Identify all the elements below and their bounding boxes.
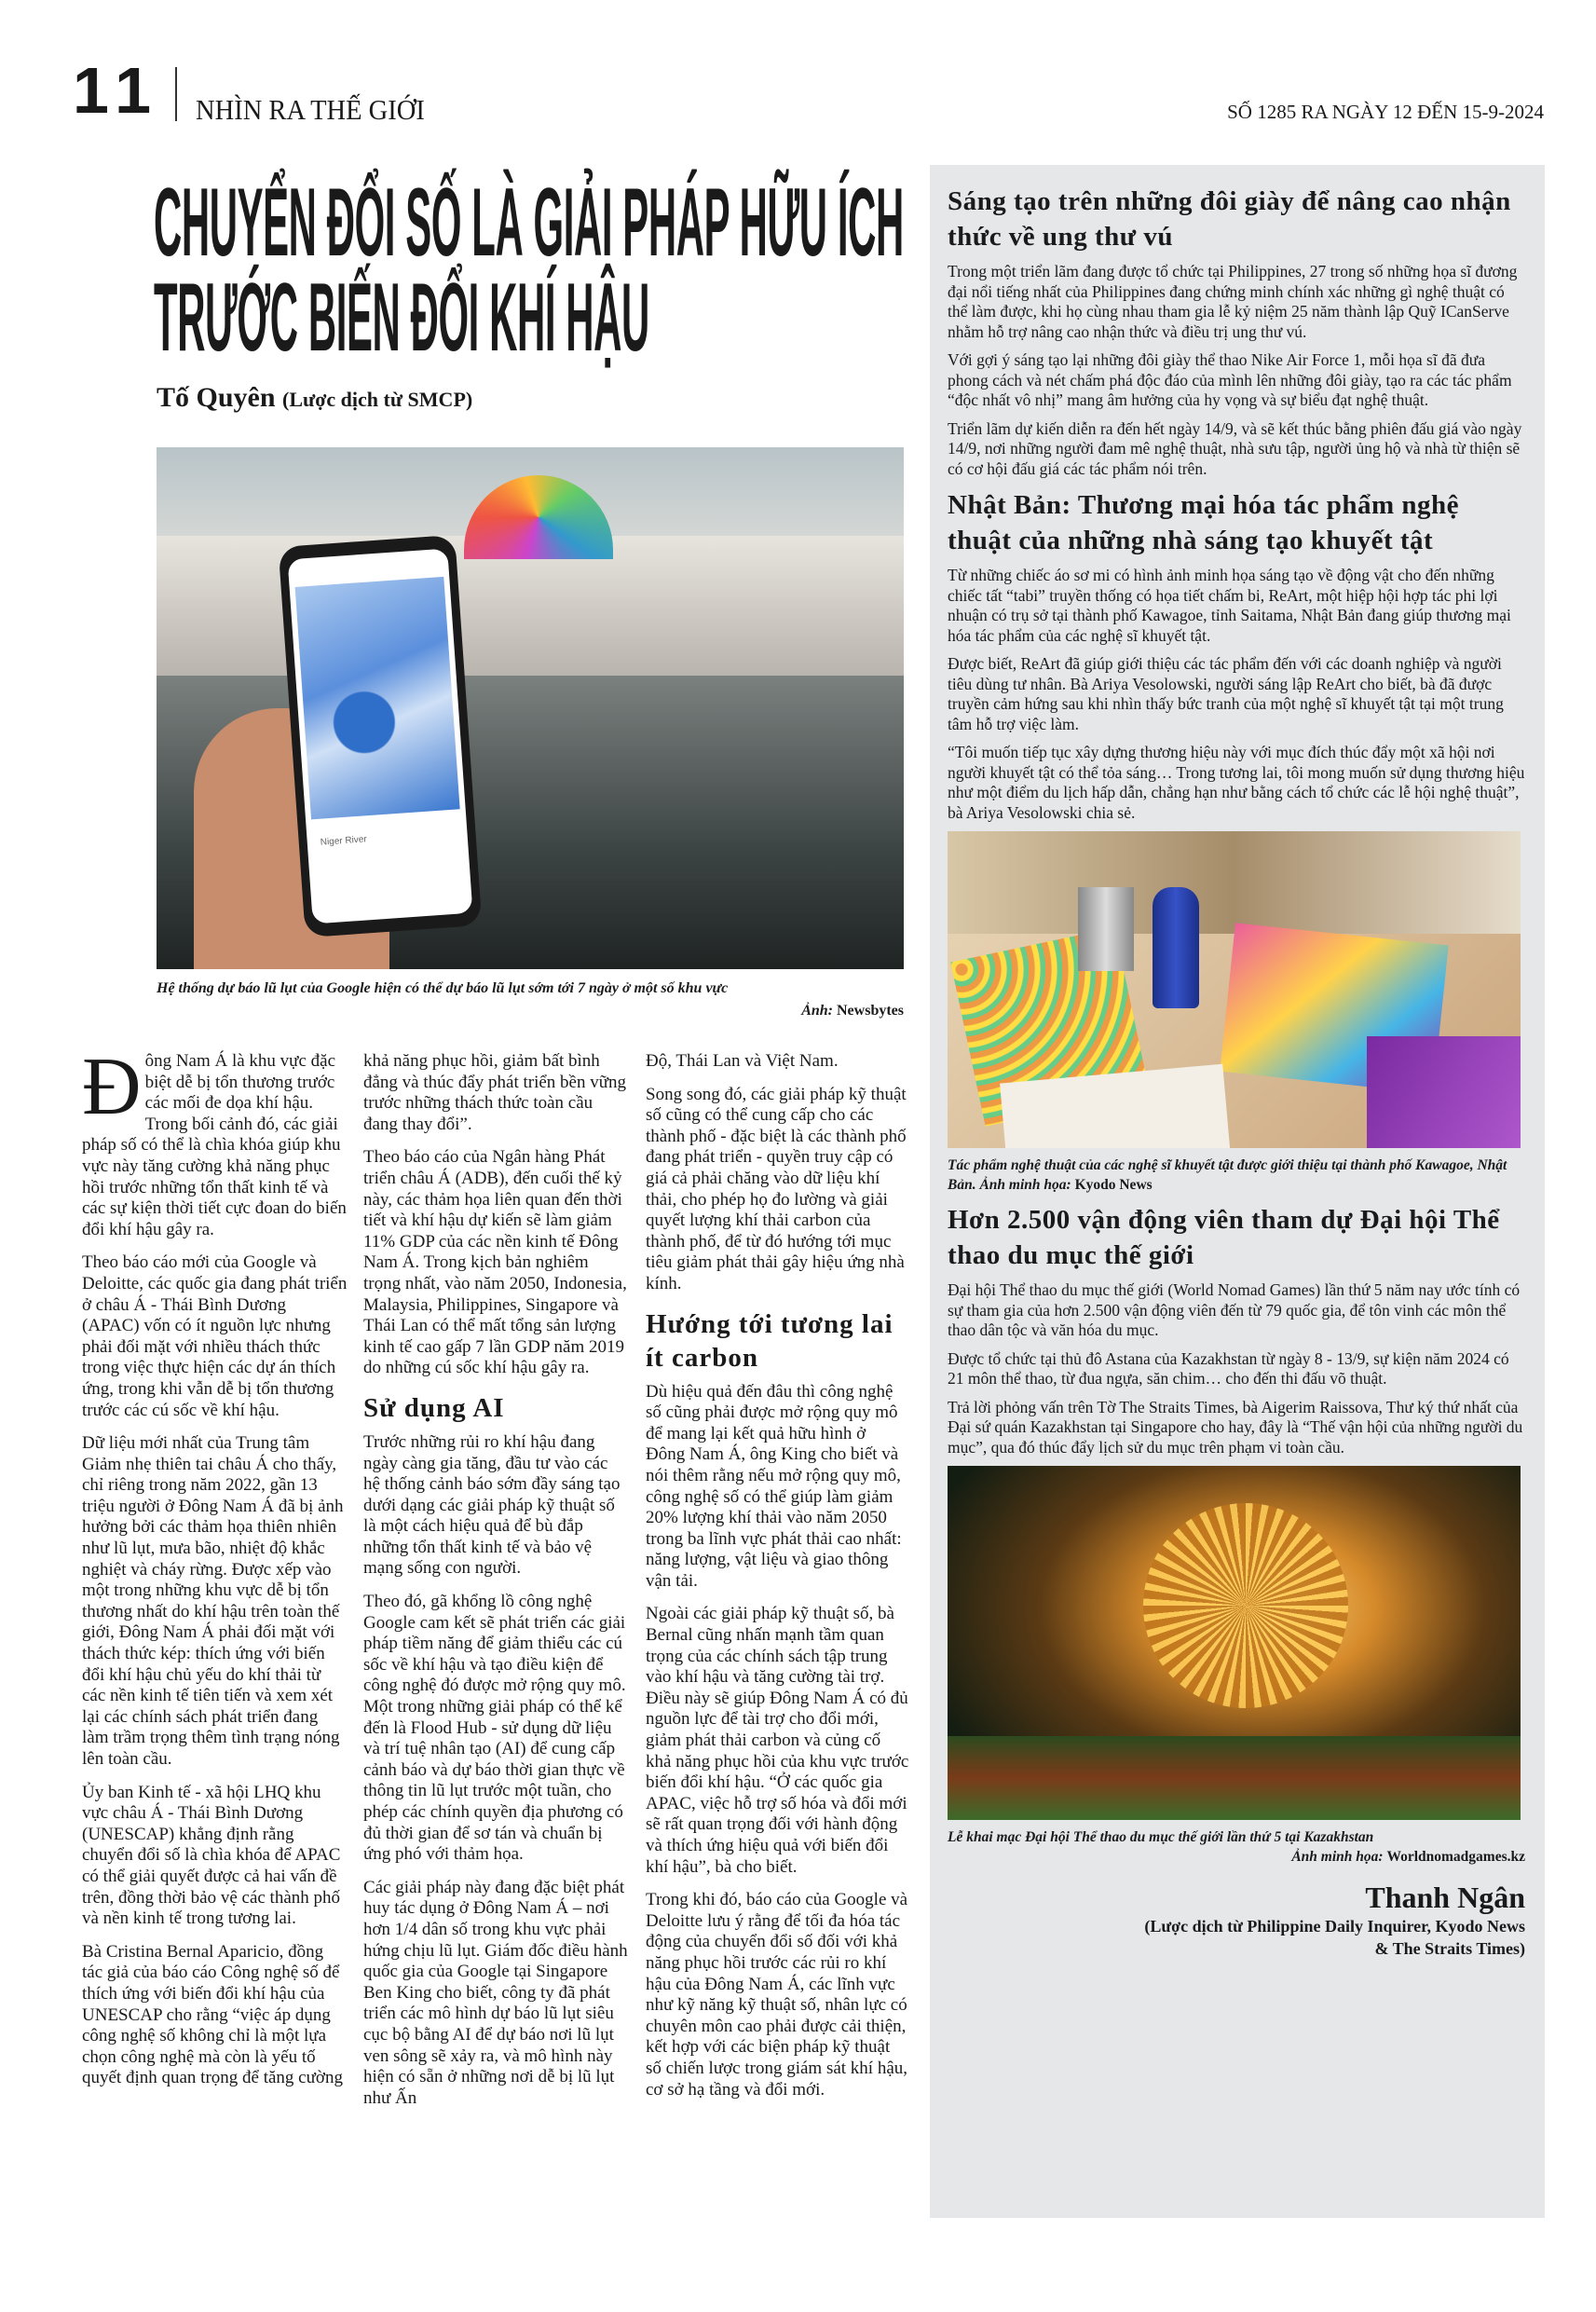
article-column-3 [646,1051,909,2113]
paragraph [82,1042,348,1240]
phone-image [279,535,483,937]
credit-label: Ảnh minh họa: [1291,1849,1384,1865]
article-headline [154,169,904,372]
paragraph: Dữ liệu mới nhất của Trung tâm Giảm nhẹ thiên tai châu Á cho thấy, chỉ riêng trong năm 2022, gần 13 triệu người ở Đông Nam Á đã bị ảnh hưởng bởi các thảm họa thiên nhiên như lũ lụt, mưa bão, nhiệt độ khắc nghiệt và cháy rừng. Được xếp vào một trong những khu vực dễ bị tổn thương nhất do khí hậu trên toàn thế giới, Đông Nam Á phải đối mặt với thách thức kép: thích ứng với biến đổi khí hậu chủ yếu do khí thải từ các nền kinh tế tiên tiến và xem xét lại các chính sách phát triển đang làm trầm trọng thêm tình trạng nóng lên toàn cầu. [82,1433,344,1769]
article-column-2 [363,1051,629,2121]
sidebar-content [948,184,1525,1960]
photo-stage-dome [1143,1503,1348,1708]
paragraph: Các giải pháp này đang đặc biệt phát huy tác dụng ở Đông Nam Á – nơi hơn 1/4 dân số trong khu vực phải hứng chịu lũ lụt. Giám đốc điều hành quốc gia của Google tại Singapore Ben King cho biết, công ty đã phát triển các mô hình dự báo lũ lụt siêu cục bộ bằng AI để dự báo nơi lũ lụt ven sông sẽ xảy ra, và mô hình này hiện có sẵn ở những nơi dễ bị lũ lụt như Ấn [363,1877,628,2108]
sidebar-story-nomad [948,1202,1525,1867]
subheading-low-carbon: Hướng tới tương lai ít carbon [646,1308,893,1373]
article-column-1 [82,1042,348,2101]
nomad-games-photo [948,1466,1521,1820]
sidebar-author: Thanh Ngân [1365,1881,1525,1914]
byline [157,382,472,414]
photo-caption [948,1156,1525,1195]
credit-source: Newsbytes [837,1003,904,1019]
paragraph: khả năng phục hồi, giảm bất bình đẳng và thúc đẩy phát triển bền vững trước những thách thức toàn cầu đang thay đổi”. [363,1051,627,1134]
paragraph: “Tôi muốn tiếp tục xây dựng thương hiệu này với mục đích thúc đẩy một xã hội nơi người khuyết tật có thể tỏa sáng… Trong tương lai, tôi mong muốn sử dụng thương hiệu như một điểm du lịch hấp dẫn, chẳng hạn như bằng cách tổ chức các lễ hội nghệ thuật”, bà Ariya Vesolowski chia sẻ. [948,743,1525,822]
map-river-label: Niger River [320,834,368,848]
source-line: & The Straits Times) [1374,1939,1525,1958]
paragraph: Triển lãm dự kiến diễn ra đến hết ngày 14/9, và sẽ kết thúc bằng phiên đấu giá vào ngày 14/9, nơi những người đam mê nghệ thuật, nhà sưu tập, người ủng hộ và nhà từ thiện sẽ có cơ hội đấu giá các tác phẩm nói trên. [948,418,1522,478]
section-title: NHÌN RA THẾ GIỚI [196,93,425,126]
caption-text: Lễ khai mạc Đại hội Thể thao du mục thế giới lần thứ 5 tại Kazakhstan [948,1829,1374,1845]
credit-label: Ảnh: [801,1003,833,1019]
paragraph: Bà Cristina Bernal Aparicio, đồng tác giả của báo cáo Công nghệ số để thích ứng với biến đổi khí hậu của UNESCAP cho rằng “việc áp dụng công nghệ số không chỉ là một lựa chọn công nghệ mà còn là yếu tố quyết định quan trọng để tăng cường [82,1941,343,2088]
header-divider [175,67,177,121]
paragraph: Được tổ chức tại thủ đô Astana của Kazakhstan từ ngày 8 - 13/9, sự kiện năm 2024 có 21 môn thể thao, từ đua ngựa, săn chim… cho đến thi đấu võ thuật. [948,1348,1509,1388]
photo-performers [948,1736,1521,1820]
paragraph: Trả lời phỏng vấn trên Tờ The Straits Times, bà Aigerim Raissova, Thư ký thứ nhất của Đại sứ quán Kazakhstan tại Singapore cho hay, đây là “Thế vận hội của những người du mục”, qua đó thúc đẩy lịch sử du mục trên phạm vi toàn cầu. [948,1397,1523,1457]
photo-background [948,831,1521,934]
paragraph: Theo báo cáo mới của Google và Deloitte, các quốc gia đang phát triển ở châu Á - Thái Bình Dương (APAC) vốn có ít nguồn lực nhưng phải đối mặt với nhiều thách thức trong việc thực hiện các dự án thích ứng, trong khi vẫn dễ bị tổn thương trước các cú sốc về khí hậu. [82,1252,348,1420]
flood-forecast-photo [157,447,904,969]
paragraph: Độ, Thái Lan và Việt Nam. [646,1051,839,1071]
photo-caption [157,980,904,1019]
byline-source: (Lược dịch từ SMCP) [282,388,473,411]
paragraph: Từ những chiếc áo sơ mi có hình ảnh minh họa sáng tạo về động vật cho đến những chiếc tất “tabi” truyền thống có họa tiết chấm bi, ReArt, một hiệp hội hợp tác phi lợi nhuận có trụ sở tại thành phố Kawagoe, tỉnh Saitama, Nhật Bản đang giúp thương mại hóa tác phẩm của các nghệ sĩ khuyết tật. [948,566,1511,645]
story-title: Hơn 2.500 vận động viên tham dự Đại hội Thể thao du mục thế giới [948,1205,1500,1270]
source-line: (Lược dịch từ Philippine Daily Inquirer, Kyodo News [1144,1917,1525,1936]
nomad-photo-caption [948,1827,1525,1867]
flood-map-icon [295,577,460,820]
paragraph: Dù hiệu quả đến đâu thì công nghệ số cũng phải được mở rộng quy mô để mang lại kết quả hữu hình ở Đông Nam Á, ông King cho biết và nói thêm rằng nếu mở rộng quy mô, công nghệ số có thể giúp làm giảm 20% lượng khí thải vào năm 2050 trong ba lĩnh vực phát thải cao nhất: năng lượng, vật liệu và giao thông vận tải. [646,1381,902,1591]
headline-line-1: CHUYỂN ĐỔI SỐ LÀ GIẢI PHÁP HỮU ÍCH [154,169,904,277]
story-title: Nhật Bản: Thương mại hóa tác phẩm nghệ thuật của những nhà sáng tạo khuyết tật [948,490,1460,555]
paragraph: Song song đó, các giải pháp kỹ thuật số cũng có thể cung cấp cho các thành phố - đặc biệt là các thành phố đang phát triển - quyền truy cập có giá cả phải chăng vào dữ liệu khí thải, cho phép họ đo lường và giải quyết lượng khí thải carbon của thành phố, để từ đó hướng tới mục tiêu giảm phát thải gây hiệu ứng nhà kính. [646,1084,907,1293]
paragraph: Theo đó, gã khổng lồ công nghệ Google cam kết sẽ phát triển các giải pháp tiềm năng để giảm thiểu các cú sốc về khí hậu và tạo điều kiện để công nghệ đó được mở rộng quy mô. Một trong những giải pháp có thể kể đến là Flood Hub - sử dụng dữ liệu và trí tuệ nhân tạo (AI) để cung cấp cảnh báo và dự báo thời gian thực về thông tin lũ lụt trước một tuần, cho phép các chính quyền địa phương có đủ thời gian để sơ tán và chuẩn bị ứng phó với thảm họa. [363,1592,626,1865]
caption-text: Hệ thống dự báo lũ lụt của Google hiện có thể dự báo lũ lụt sớm tới 7 ngày ở một số khu vực [157,980,729,996]
photo-purple-fabric [1367,1036,1521,1148]
photo-rainbow-arch [464,475,613,559]
sidebar-story-shoes [948,184,1525,479]
photo-credit [948,1847,1525,1867]
photo-credit [157,1003,904,1019]
photo-can [1078,887,1134,971]
paragraph: Với gợi ý sáng tạo lại những đôi giày thể thao Nike Air Force 1, mỗi họa sĩ đã đưa phong cách và nét chấm phá độc đáo của mình lên những đôi giày, tạo ra các tác phẩm “độc nhất vô nhị” mang âm hưởng của hy vọng và sự biểu đạt nghệ thuật. [948,350,1512,409]
headline-line-2: TRƯỚC BIẾN ĐỔI KHÍ HẬU [154,264,649,372]
subheading-ai: Sử dụng AI [363,1392,505,1423]
reart-artwork-photo [948,831,1521,1148]
paragraph: Ủy ban Kinh tế - xã hội LHQ khu vực châu Á - Thái Bình Dương (UNESCAP) khẳng định rằng chuyển đổi số là chìa khóa để APAC có thể giải quyết được cả hai vấn đề trên, đồng thời bảo vệ các thành phố và nền kinh tế trong tương lai. [82,1782,341,1929]
sidebar-story-japan [948,487,1525,1195]
paragraph: Ngoài các giải pháp kỹ thuật số, bà Bernal cũng nhấn mạnh tầm quan trọng của các chính sách tập trung vào khí hậu và tăng cường tài trợ. Điều này sẽ giúp Đông Nam Á có đủ nguồn lực để tài trợ cho đổi mới, giảm phát thải carbon và củng cố khả năng phục hồi của khu vực trước biến đổi khí hậu. “Ở các quốc gia APAC, việc hỗ trợ số hóa và đổi mới sẽ rất quan trọng đối với hành động và thích ứng hiệu quả với biến đổi khí hậu”, bà cho biết. [646,1604,909,1877]
page-number: 11 [73,54,160,127]
author-name: Tố Quyên [157,382,276,413]
paragraph: Trong khi đó, báo cáo của Google và Deloitte lưu ý rằng để tối đa hóa tác động của chuyển đổi số đối với khả năng phục hồi trước các rủi ro khí hậu của Đông Nam Á, các lĩnh vực như kỹ năng kỹ thuật số, nhân lực có chuyên môn cao phải được cải thiện, kết hợp với các biện pháp kỹ thuật số chiến lược trong giám sát khí hậu, cơ sở hạ tầng và đổi mới. [646,1890,908,2100]
sidebar-source [948,1915,1525,1960]
issue-date: SỐ 1285 RA NGÀY 12 ĐẾN 15-9-2024 [1227,101,1544,123]
paragraph: Đại hội Thể thao du mục thế giới (World Nomad Games) lần thứ 5 năm nay ước tính có sự tham gia của hơn 2.500 vận động viên đến từ 79 quốc gia, để tôn vinh các môn thể thao dân tộc và văn hóa du mục. [948,1280,1521,1339]
paragraph: Trước những rủi ro khí hậu đang ngày càng gia tăng, đầu tư vào các hệ thống cảnh báo sớm đầy sáng tạo dưới dạng các giải pháp kỹ thuật số là một cách hiệu quả để bù đắp những tổn thất kinh tế và bảo vệ mạng sống con người. [363,1431,621,1579]
paragraph: Theo báo cáo của Ngân hàng Phát triển châu Á (ADB), đến cuối thế kỷ này, các thảm họa liên quan đến thời tiết và khí hậu dự kiến sẽ làm giảm 11% GDP của các nền kinh tế Đông Nam Á. Trong kịch bản nghiêm trọng nhất, vào năm 2050, Indonesia, Malaysia, Philippines, Singapore và Thái Lan có thể mất tổng sản lượng kinh tế cao gấp 7 lần GDP năm 2019 do những cú sốc khí hậu gây ra. [363,1147,627,1378]
photo-bottle [1153,887,1199,1008]
story-title: Sáng tạo trên những đôi giày để nâng cao nhận thức về ung thư vú [948,186,1511,252]
caption-text: Tác phẩm nghệ thuật của các nghệ sĩ khuyết tật được giới thiệu tại thành phố Kawagoe, Nhật Bản. Ảnh minh họa: [948,1157,1507,1193]
drop-cap: Đ [82,1042,142,1132]
credit-source: Worldnomadgames.kz [1386,1849,1525,1865]
photo-credit: Kyodo News [1074,1177,1153,1193]
paragraph-text: ông Nam Á là khu vực đặc biệt dễ bị tổn thương trước các mối đe dọa khí hậu. Trong bối cảnh đó, các giải pháp số có thể là chìa khóa giúp khu vực này tăng cường khả năng phục hồi trước những tổn thất kinh tế và các sự kiện thời tiết cực đoan do biến đổi khí hậu gây ra. [82,1051,347,1239]
paragraph: Trong một triển lãm đang được tổ chức tại Philippines, 27 trong số những họa sĩ đương đại nổi tiếng nhất của Philippines đang chứng minh chính xác những gì nghệ thuật có thể làm được, khi họ cùng nhau tham gia lễ kỷ niệm 25 năm thành lập Quỹ ICanServe nhằm hỗ trợ nâng cao nhận thức và điều trị ung thư vú. [948,262,1518,341]
paragraph: Được biết, ReArt đã giúp giới thiệu các tác phẩm đến với các doanh nghiệp và người tiêu dùng tư nhân. Bà Ariya Vesolowski, người sáng lập ReArt cho biết, bà đã được truyền cảm hứng sau khi nhìn thấy bức tranh của một nghệ sĩ khuyết tật tại một trung tâm hỗ trợ việc làm. [948,654,1504,733]
phone-screen [288,548,473,923]
